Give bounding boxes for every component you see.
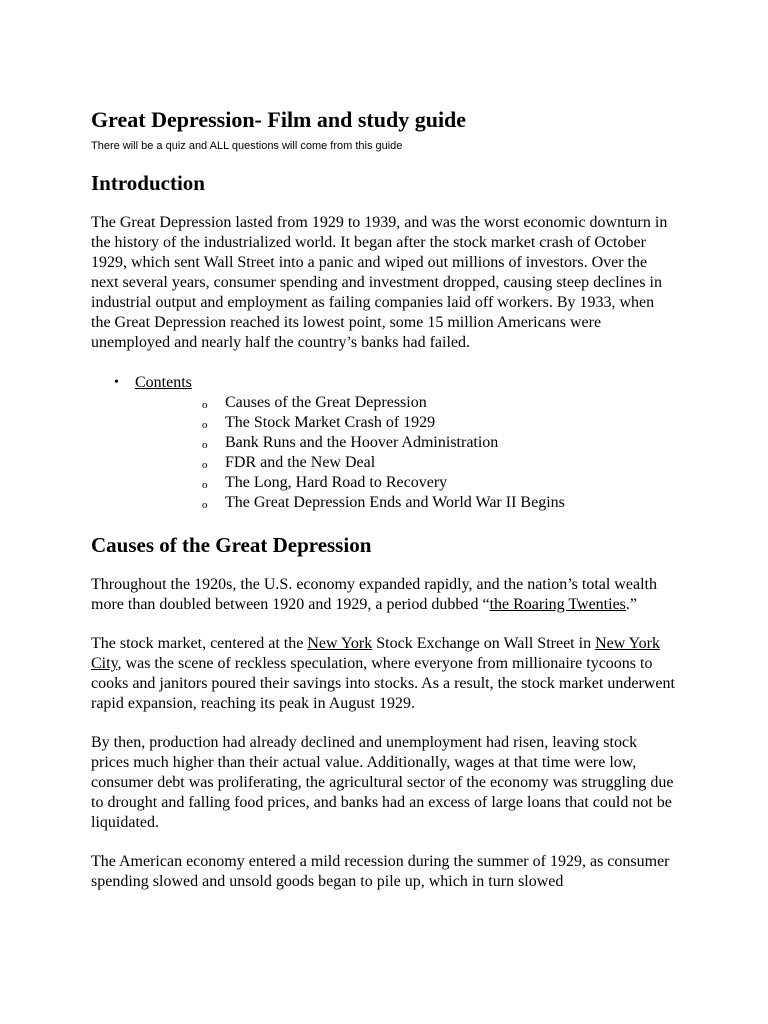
- contents-subitem-label: The Great Depression Ends and World War II Begins: [225, 494, 565, 511]
- causes-paragraph-3: By then, production had already declined and unemployment had risen, leaving stock prices much higher than their actual value. Additionally, wages at that time were low, consumer debt was proliferating, the agricultural sector of the economy was struggling due to drought and falling food prices, and banks had an excess of large loans that could not be liquidated.: [91, 734, 674, 831]
- circle-bullet-icon: o: [202, 479, 208, 491]
- contents-subitem: [135, 473, 676, 493]
- contents-subitem: [135, 413, 676, 433]
- page-title: Great Depression- Film and study guide: [91, 107, 467, 132]
- circle-bullet-icon: o: [202, 459, 208, 471]
- contents-subitem: [135, 393, 676, 413]
- circle-bullet-icon: o: [202, 439, 208, 451]
- causes-paragraph-2: [91, 634, 676, 714]
- causes-paragraph-4: The American economy entered a mild recession during the summer of 1929, as consumer spending slowed and unsold goods began to pile up, which in turn slowed: [91, 853, 670, 890]
- contents-subitem-label: The Long, Hard Road to Recovery: [225, 474, 448, 491]
- new-york-city-link[interactable]: New York City: [91, 635, 660, 672]
- text-run: Throughout the 1920s, the U.S. economy expanded rapidly, and the nation’s total wealth more than doubled between 1920 and 1929, a period dubbed “: [91, 576, 657, 613]
- bullet-icon: •: [114, 375, 119, 390]
- circle-bullet-icon: o: [202, 399, 208, 411]
- contents-list: [91, 373, 676, 513]
- text-run: , was the scene of reckless speculation, where everyone from millionaire tycoons to cooks and janitors poured their savings into stocks. As a result, the stock market underwent rapid expansion, reaching its peak in August 1929.: [91, 655, 675, 712]
- causes-paragraph-1: [91, 575, 676, 615]
- contents-subitem-label: Bank Runs and the Hoover Administration: [225, 434, 499, 451]
- contents-subitem-label: FDR and the New Deal: [225, 454, 376, 471]
- quiz-note: There will be a quiz and ALL questions will come from this guide: [91, 140, 403, 152]
- contents-subitems: [135, 393, 676, 513]
- document-page: [91, 106, 676, 892]
- text-run: The stock market, centered at the: [91, 635, 308, 652]
- contents-subitem: [135, 453, 676, 473]
- contents-subitem: [135, 433, 676, 453]
- contents-subitem-label: The Stock Market Crash of 1929: [225, 414, 436, 431]
- contents-subitem-label: Causes of the Great Depression: [225, 394, 427, 411]
- introduction-heading: Introduction: [91, 171, 205, 195]
- circle-bullet-icon: o: [202, 499, 208, 511]
- circle-bullet-icon: o: [202, 419, 208, 431]
- contents-item: [91, 373, 676, 513]
- introduction-paragraph: The Great Depression lasted from 1929 to 1939, and was the worst economic downturn in the history of the industrialized world. It began after the stock market crash of October 1929, which sent Wall Street into a panic and wiped out millions of investors. Over the next several years, consumer spending and investment dropped, causing steep declines in industrial output and employment as failing companies laid off workers. By 1933, when the Great Depression reached its lowest point, some 15 million Americans were unemployed and nearly half the country’s banks had failed.: [91, 214, 668, 351]
- causes-heading: Causes of the Great Depression: [91, 533, 372, 557]
- contents-subitem: [135, 493, 676, 513]
- contents-link[interactable]: Contents: [135, 374, 192, 391]
- new-york-link[interactable]: New York: [307, 635, 373, 652]
- text-run: Stock Exchange on Wall Street in: [372, 635, 596, 652]
- roaring-twenties-link[interactable]: the Roaring Twenties: [489, 596, 626, 613]
- text-run: .”: [625, 596, 638, 613]
